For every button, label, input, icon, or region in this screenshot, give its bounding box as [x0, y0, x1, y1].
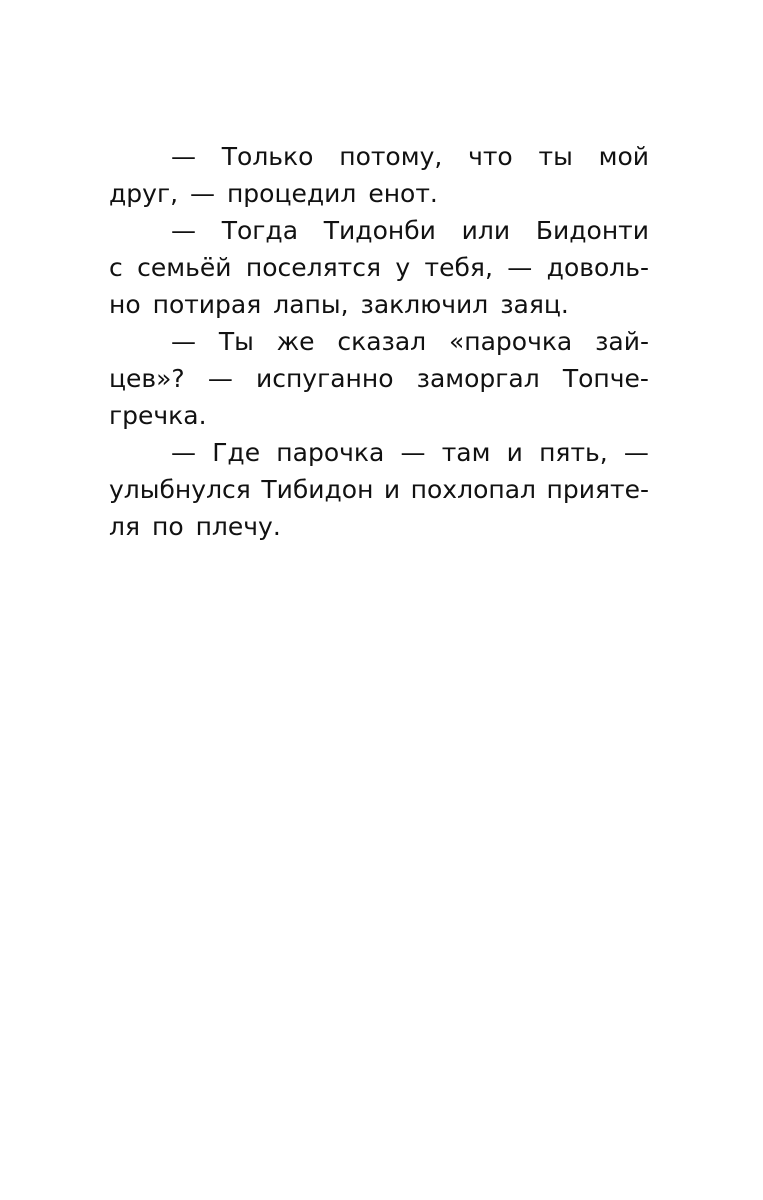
word: сказал — [337, 327, 427, 356]
word: — — [207, 364, 233, 393]
text-line — [109, 397, 649, 434]
body-text — [109, 138, 649, 545]
word: Тибидон — [261, 475, 374, 504]
word: у — [395, 253, 411, 282]
word: улыбнулся — [109, 475, 251, 504]
word: и — [506, 438, 523, 467]
word: — — [171, 216, 196, 245]
word: ты — [538, 142, 573, 171]
word: там — [441, 438, 491, 467]
word: похлопал — [410, 475, 537, 504]
word: Бидонти — [535, 216, 649, 245]
text-line — [109, 508, 649, 545]
word: — — [189, 179, 215, 208]
word: — — [623, 438, 649, 467]
word: испуганно — [255, 364, 394, 393]
text-line — [109, 323, 649, 360]
word: что — [468, 142, 513, 171]
word: тебя, — [424, 253, 493, 282]
word: или — [461, 216, 511, 245]
word: енот. — [368, 179, 438, 208]
text-line — [109, 175, 649, 212]
word: доволь- — [546, 253, 649, 282]
word: по — [151, 512, 184, 541]
word: парочка — [276, 438, 385, 467]
word: Ты — [218, 327, 254, 356]
word: «парочка — [448, 327, 573, 356]
word: Топче- — [562, 364, 649, 393]
word: Тогда — [221, 216, 299, 245]
word: семьёй — [137, 253, 232, 282]
word: плечу. — [195, 512, 281, 541]
word: же — [276, 327, 315, 356]
word: заморгал — [416, 364, 540, 393]
word: Только — [221, 142, 314, 171]
word: потирая — [152, 290, 262, 319]
text-line — [109, 138, 649, 175]
word: друг, — [109, 179, 179, 208]
word: прияте- — [546, 475, 649, 504]
word: и — [383, 475, 401, 504]
word: ля — [109, 512, 141, 541]
word: поселятся — [245, 253, 381, 282]
word: — — [171, 438, 196, 467]
word: — — [171, 142, 196, 171]
text-line — [109, 249, 649, 286]
word: — — [400, 438, 426, 467]
text-line — [109, 434, 649, 471]
word: гречка. — [109, 401, 207, 430]
word: процедил — [226, 179, 357, 208]
word: зай- — [595, 327, 649, 356]
word: Тидонби — [323, 216, 436, 245]
word: заяц. — [500, 290, 569, 319]
text-line — [109, 471, 649, 508]
word: — — [507, 253, 533, 282]
word: заключил — [360, 290, 489, 319]
word: Где — [212, 438, 261, 467]
text-line — [109, 212, 649, 249]
text-line — [109, 360, 649, 397]
word: лапы, — [273, 290, 349, 319]
word: — — [171, 327, 196, 356]
word: потому, — [339, 142, 443, 171]
word: мой — [598, 142, 649, 171]
word: с — [109, 253, 123, 282]
word: цев»? — [109, 364, 185, 393]
text-line — [109, 286, 649, 323]
word: но — [109, 290, 141, 319]
word: пять, — [539, 438, 608, 467]
